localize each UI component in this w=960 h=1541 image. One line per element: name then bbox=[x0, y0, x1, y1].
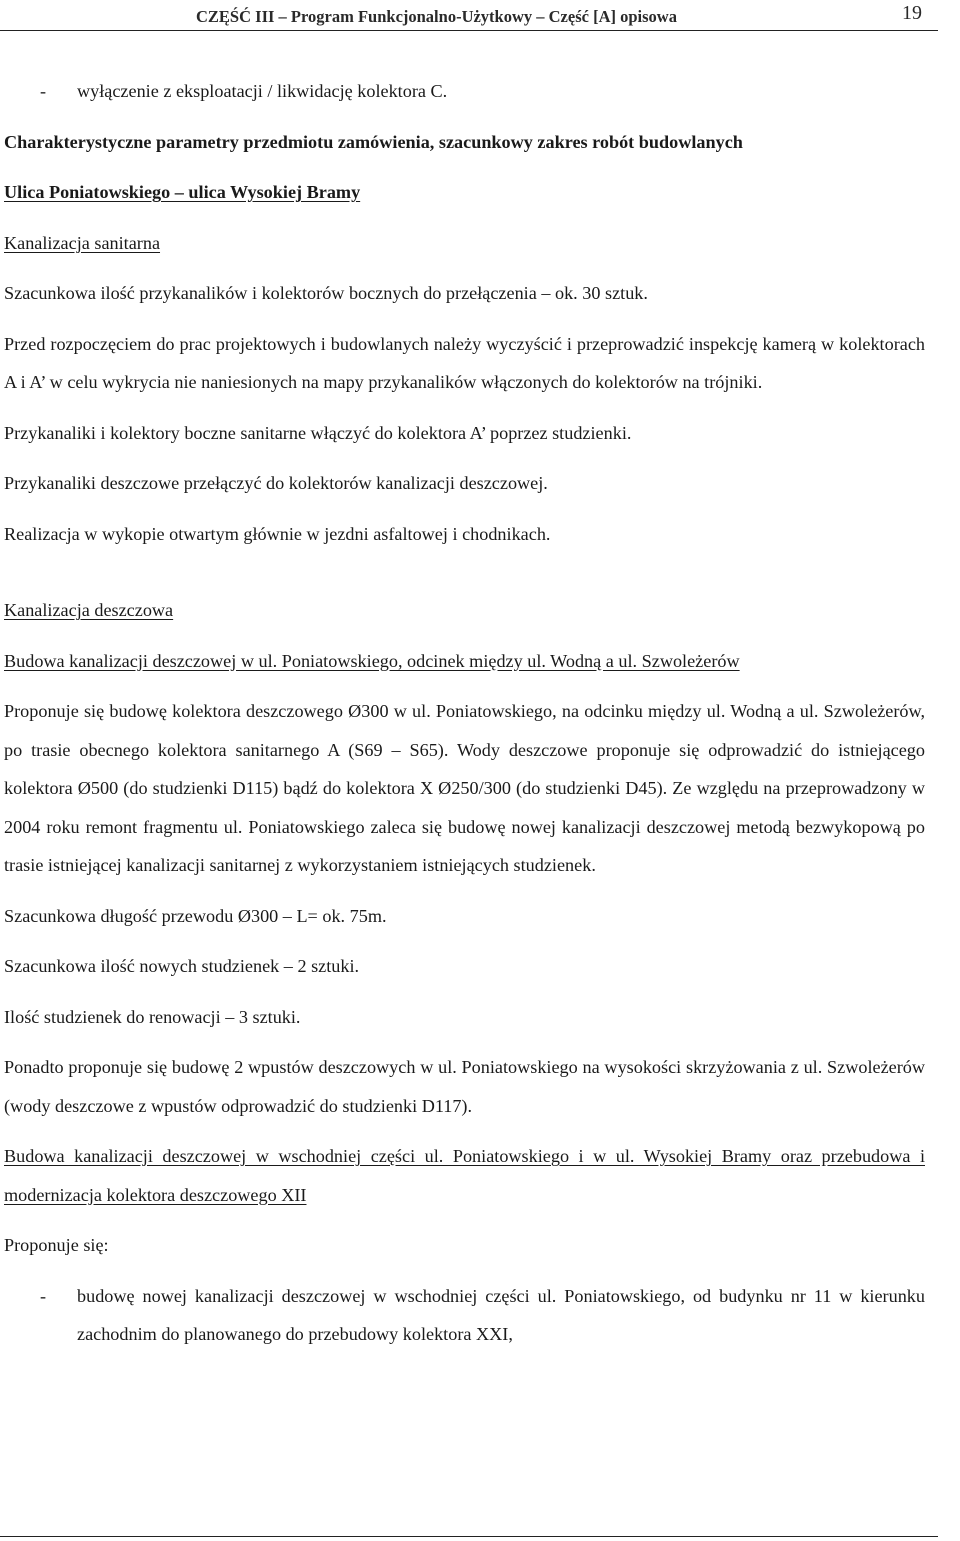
page-number: 19 bbox=[902, 2, 922, 24]
paragraph-proposal1: Proponuje się budowę kolektora deszczowego Ø300 w ul. Poniatowskiego, na odcinku między ul. Wodną a ul. Szwoleżerów, po trasie obecnego kolektora sanitarnego A (S69 – S65). Wody deszczowe proponuje się odprowadzić do istniejącego kolektora Ø500 (do studzienki D115) bądź do kolektora X Ø250/300 (do studzienki D45). Ze względu na przeprowadzony w 2004 roku remont fragmentu ul. Poniatowskiego zaleca się budowę nowej kanalizacji deszczowej metodą bezwykopową po trasie istniejącej kanalizacji sanitarnej z wykorzystaniem istniejących studzienek. bbox=[4, 701, 925, 875]
paragraph-inspection: Przed rozpoczęciem do prac projektowych i budowlanych należy wyczyścić i przeprowadzić inspekcję kamerą w kolektorach A i A’ w celu wykrycia nie naniesionych na mapy przykanalików włączonych do kolektorów na trójniki. bbox=[4, 333, 925, 392]
paragraph-connect-sanitary: Przykanaliki i kolektory boczne sanitarne włączyć do kolektora A’ poprzez studzienki. bbox=[4, 422, 632, 443]
storm-section1-heading: Budowa kanalizacji deszczowej w ul. Poniatowskiego, odcinek między ul. Wodną a ul. Szwoleżerów bbox=[4, 650, 740, 671]
list-item-text: budowę nowej kanalizacji deszczowej w wschodniej części ul. Poniatowskiego, od budynku nr 11 w kierunku zachodnim do planowanego do przebudowy kolektora XXI, bbox=[77, 1285, 925, 1344]
paragraph-open-trench: Realizacja w wykopie otwartym głównie w jezdni asfaltowej i chodnikach. bbox=[4, 523, 551, 544]
list-dash: - bbox=[40, 1285, 47, 1306]
storm-section2-heading: Budowa kanalizacji deszczowej w wschodniej części ul. Poniatowskiego i w ul. Wysokiej Bramy oraz przebudowa i modernizacja kolektora deszczowego XII bbox=[4, 1146, 925, 1205]
list-item-text: wyłączenie z eksploatacji / likwidację kolektora C. bbox=[77, 81, 448, 101]
paragraph-length: Szacunkowa długość przewodu Ø300 – L= ok. 75m. bbox=[4, 905, 387, 926]
page-header bbox=[0, 0, 938, 31]
subsection-heading-sanitary: Kanalizacja sanitarna bbox=[4, 232, 161, 253]
list-dash: - bbox=[40, 81, 47, 101]
paragraph-estimate-connections: Szacunkowa ilość przykanalików i kolektorów bocznych do przełączenia – ok. 30 sztuk. bbox=[4, 283, 648, 303]
paragraph-proposal-intro: Proponuje się: bbox=[4, 1235, 109, 1255]
footer-rule bbox=[0, 1536, 938, 1537]
list-item bbox=[4, 72, 925, 111]
list-item bbox=[4, 1277, 925, 1354]
section-heading-main: Charakterystyczne parametry przedmiotu zamówienia, szacunkowy zakres robót budowlanych bbox=[4, 131, 743, 152]
paragraph-new-wells: Szacunkowa ilość nowych studzienek – 2 sztuki. bbox=[4, 956, 360, 976]
paragraph-connect-storm: Przykanaliki deszczowe przełączyć do kolektorów kanalizacji deszczowej. bbox=[4, 473, 548, 493]
subsection-heading-storm: Kanalizacja deszczowa bbox=[4, 600, 174, 620]
header-title: CZĘŚĆ III – Program Funkcjonalno-Użytkowy – Część [A] opisowa bbox=[196, 7, 677, 26]
paragraph-renovation-wells: Ilość studzienek do renowacji – 3 sztuki. bbox=[4, 1006, 301, 1027]
paragraph-inlets: Ponadto proponuje się budowę 2 wpustów deszczowych w ul. Poniatowskiego na wysokości skrzyżowania z ul. Szwoleżerów (wody deszczowe z wpustów odprowadzić do studzienki D117). bbox=[4, 1057, 925, 1116]
document-body bbox=[4, 72, 925, 1366]
section-heading-street: Ulica Poniatowskiego – ulica Wysokiej Bramy bbox=[4, 182, 361, 202]
